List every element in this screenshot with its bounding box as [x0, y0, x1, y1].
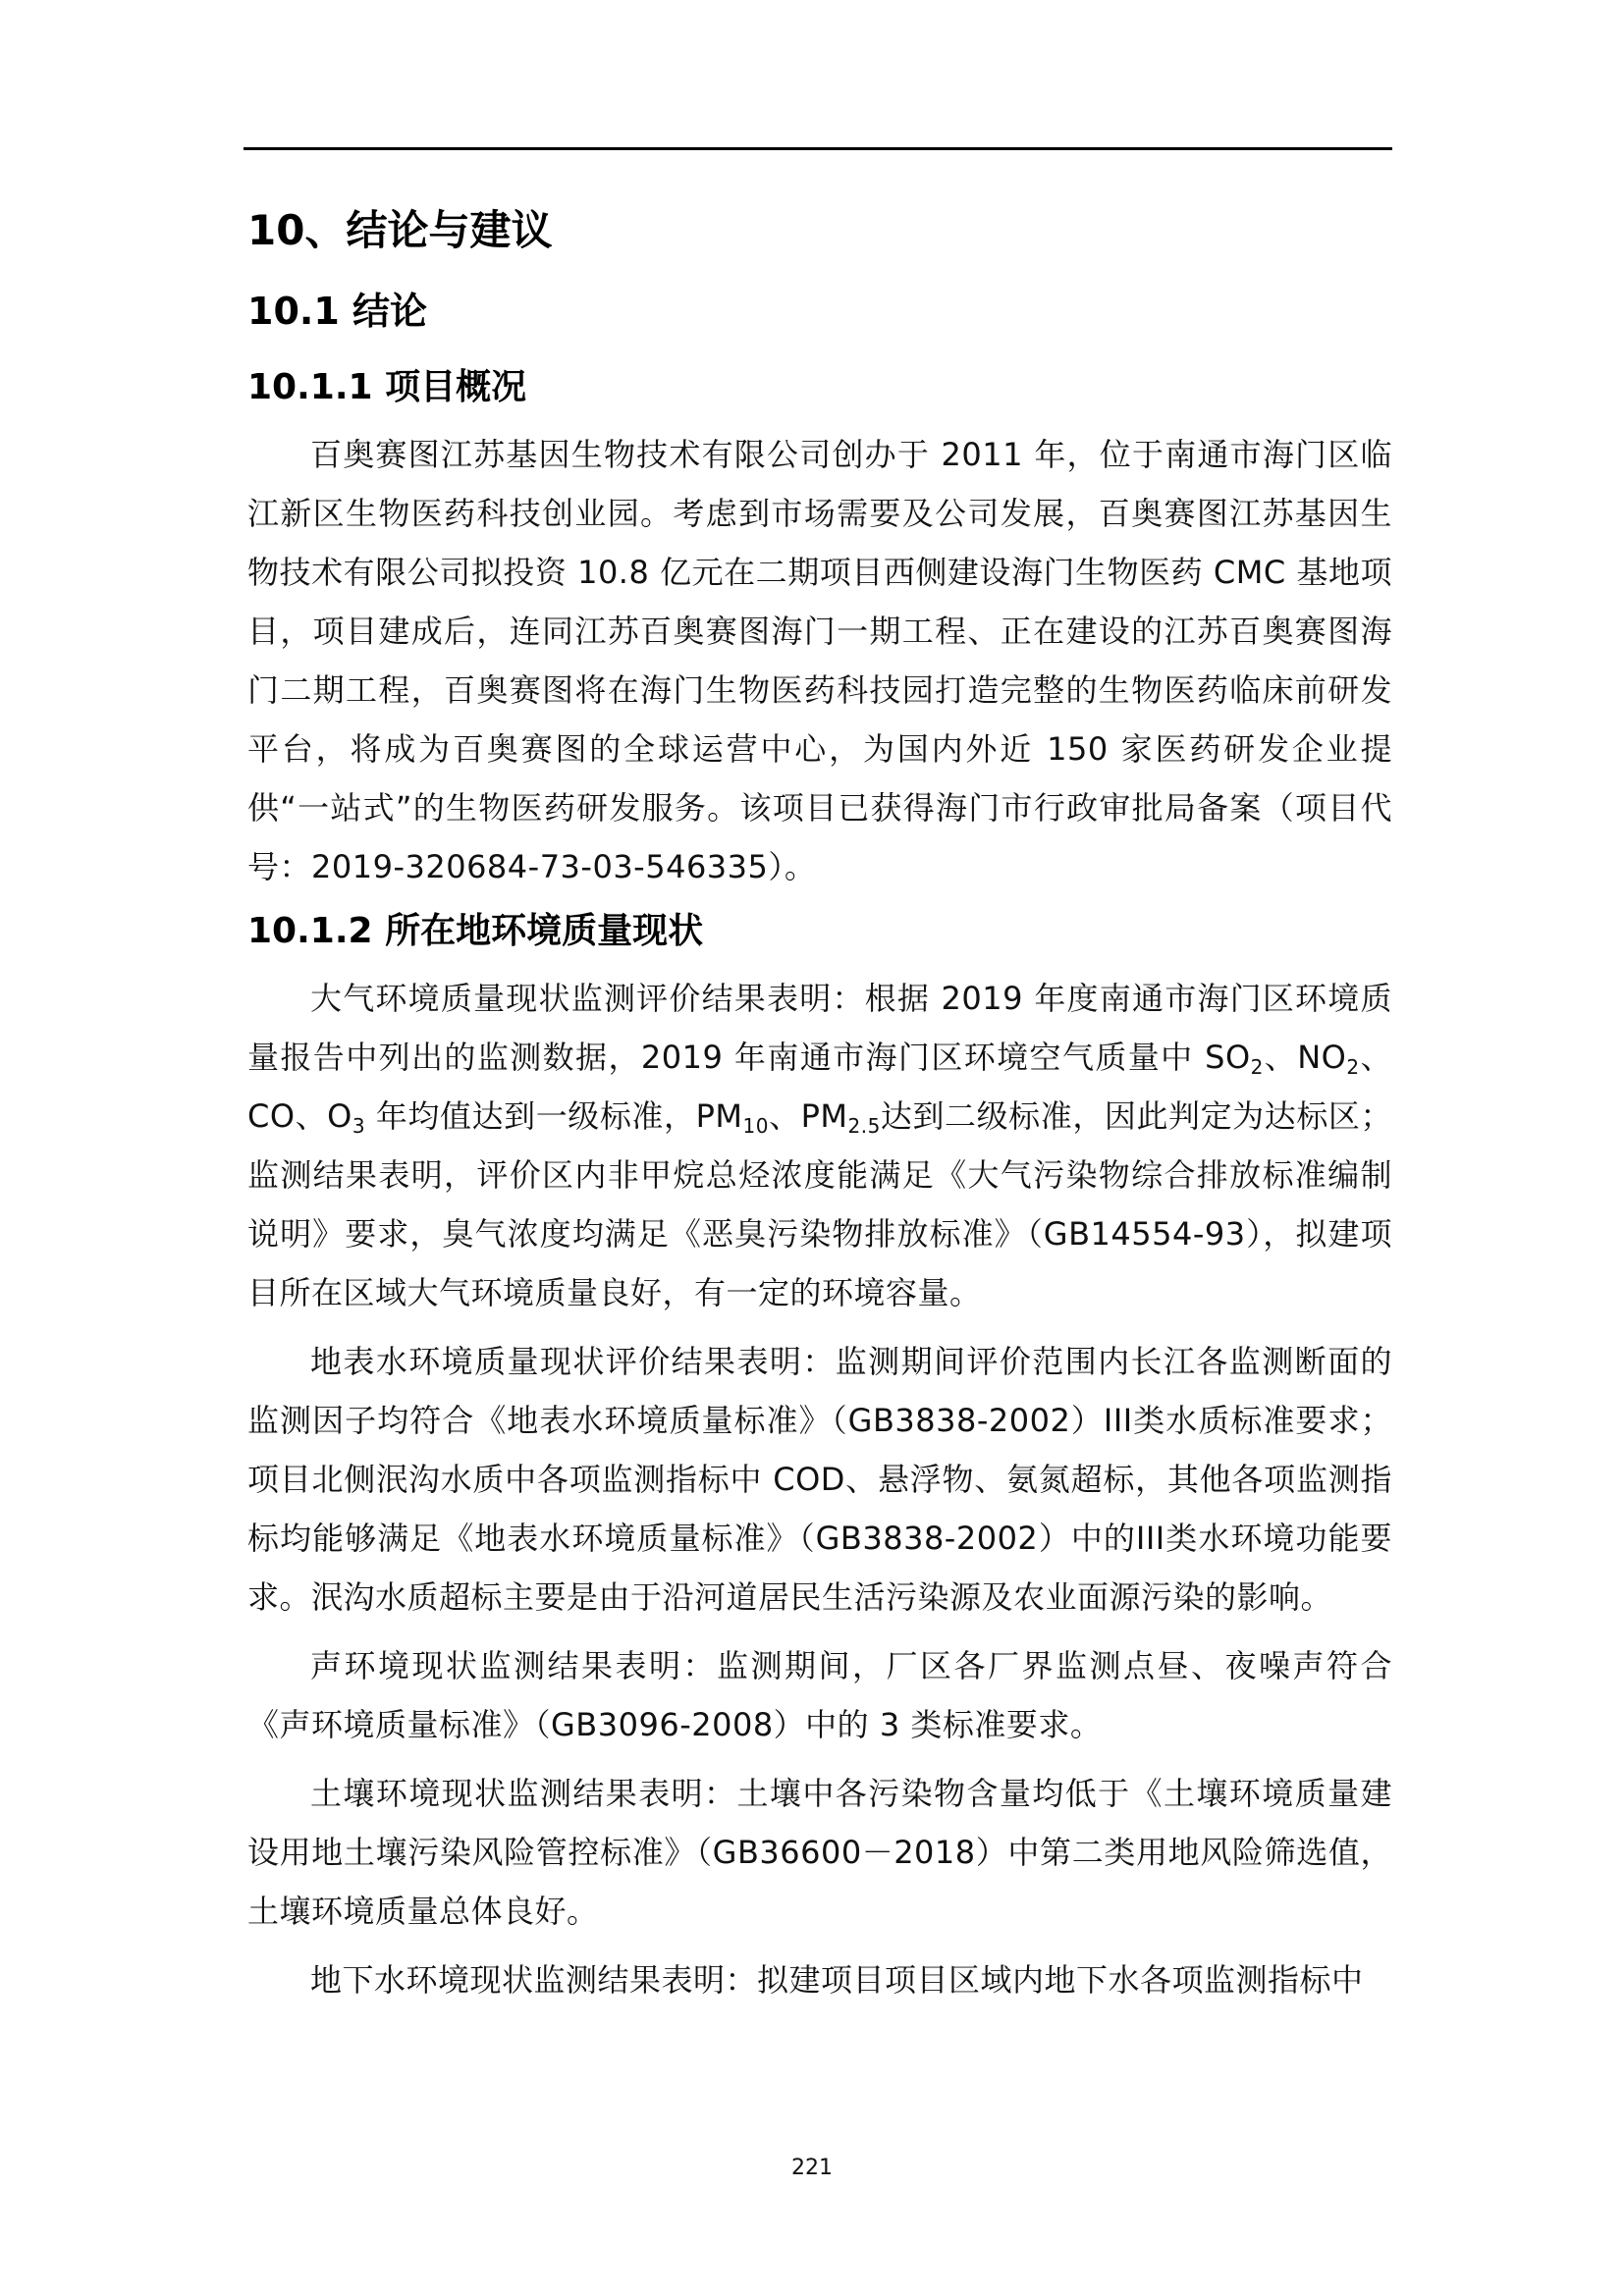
- paragraph-groundwater: 地下水环境现状监测结果表明：拟建项目项目区域内地下水各项监测指标中: [310, 1961, 1364, 1999]
- paragraph-air-quality: 大气环境质量现状监测评价结果表明：根据 2019 年度南通市海门区环境质量报告中列出的监测数据，2019 年南通市海门区环境空气质量中 $SO_2$、$NO_2$、CO、$O_3$ 年均值达到一级标准，$PM_{10}$、$PM_{2.5}$达到二级标准，因此判定为达标区；监测结果表明，评价区内非甲烷总烃浓度能满足《大气污染物综合排放标准编制说明》要求，臭气浓度均满足《恶臭污染物排放标准》（GB14554-93），拟建项目所在区域大气环境质量良好，有一定的环境容量。: [247, 980, 1392, 1311]
- subsection-title-project-overview: 10.1.1 项目概况: [247, 367, 527, 407]
- paragraph-surface-water: 地表水环境质量现状评价结果表明：监测期间评价范围内长江各监测断面的监测因子均符合《地表水环境质量标准》（GB3838-2002）III类水质标准要求；项目北侧泯沟水质中各项监测指标中 COD、悬浮物、氨氮超标，其他各项监测指标均能够满足《地表水环境质量标准》（GB3838-2002）中的III类水环境功能要求。泯沟水质超标主要是由于沿河道居民生活污染源及农业面源污染的影响。: [247, 1343, 1392, 1616]
- paragraph-soil: 土壤环境现状监测结果表明：土壤中各污染物含量均低于《土壤环境质量建设用地土壤污染风险管控标准》（GB36600－2018）中第二类用地风险筛选值，土壤环境质量总体良好。: [247, 1775, 1392, 1930]
- paragraph-project-overview: 百奥赛图江苏基因生物技术有限公司创办于 2011 年，位于南通市海门区临江新区生物医药科技创业园。考虑到市场需要及公司发展，百奥赛图江苏基因生物技术有限公司拟投资 10.8 亿元在二期项目西侧建设海门生物医药 CMC 基地项目，项目建成后，连同江苏百奥赛图海门一期工程、正在建设的江苏百奥赛图海门二期工程，百奥赛图将在海门生物医药科技园打造完整的生物医药临床前研发平台，将成为百奥赛图的全球运营中心，为国内外近 150 家医药研发企业提供“一站式”的生物医药研发服务。该项目已获得海门市行政审批局备案（项目代号：2019-320684-73-03-546335）。: [247, 436, 1392, 885]
- document-body: [247, 182, 1392, 2015]
- section-title: 10.1 结论: [247, 290, 427, 333]
- subsection-title-environmental-status: 10.1.2 所在地环境质量现状: [247, 911, 704, 951]
- paragraph-noise: 声环境现状监测结果表明：监测期间，厂区各厂界监测点昼、夜噪声符合《声环境质量标准》（GB3096-2008）中的 3 类标准要求。: [247, 1647, 1392, 1743]
- header-rule: [244, 147, 1392, 150]
- chapter-title: 10、结论与建议: [247, 206, 553, 254]
- page-number: 221: [791, 2156, 833, 2180]
